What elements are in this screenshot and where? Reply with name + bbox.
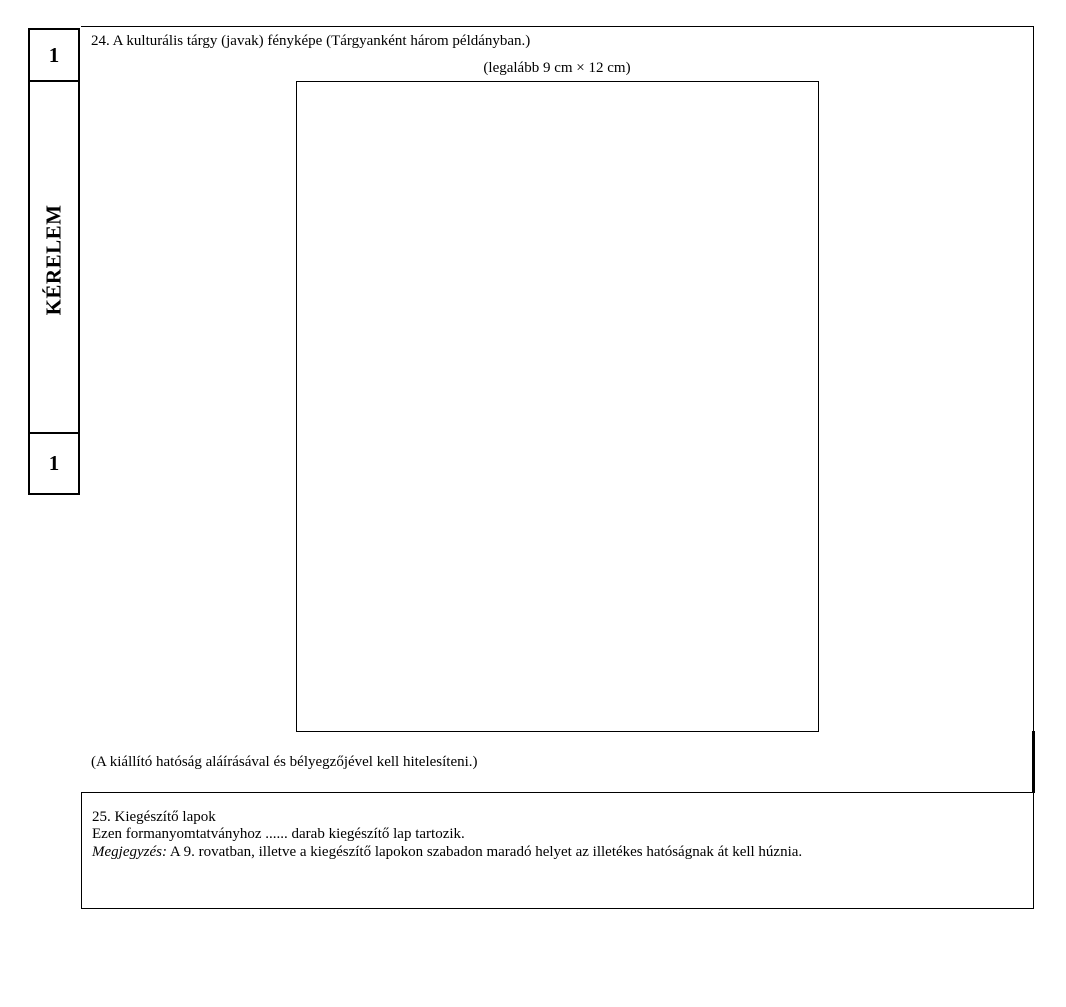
section-24-photo: [81, 26, 1034, 793]
remark-text: A 9. rovatban, illetve a kiegészítő lapokon szabadon maradó helyet az illetékes hatóságnak át kell húznia.: [166, 844, 803, 860]
section-25-title: 25. Kiegészítő lapok: [92, 809, 216, 825]
remark-line: [92, 844, 802, 861]
section-25-supplementary: [81, 792, 1034, 909]
side-tab: [28, 28, 80, 495]
authentication-note: (A kiállító hatóság aláírásával és bélyegzőjével kell hitelesíteni.): [91, 754, 478, 770]
section-24-title: 24. A kulturális tárgy (javak) fényképe (Tárgyanként három példányban.): [91, 33, 531, 49]
photo-size-label: (legalább 9 cm × 12 cm): [483, 60, 631, 76]
supplementary-count-line: Ezen formanyomtatványhoz ...... darab kiegészítő lap tartozik.: [92, 826, 465, 842]
photo-placeholder[interactable]: [296, 81, 819, 732]
right-margin-bar: [1032, 731, 1035, 793]
tab-top-number: 1: [30, 30, 78, 82]
remark-label: Megjegyzés:: [92, 844, 167, 860]
tab-vertical-label: KÉRELEM: [41, 204, 66, 316]
tab-bottom-number: 1: [30, 432, 78, 493]
